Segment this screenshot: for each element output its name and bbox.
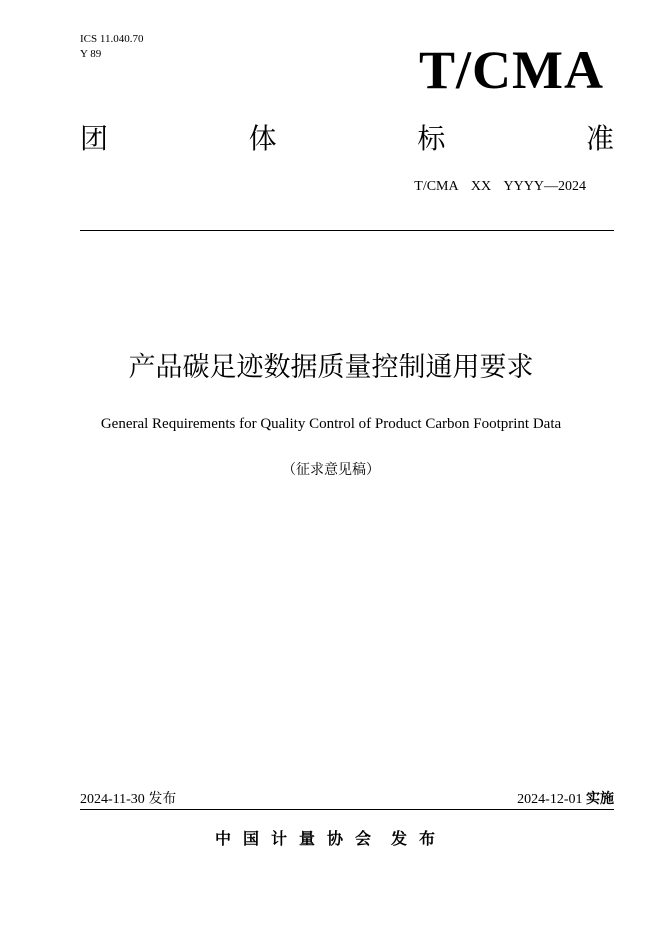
implement-date-line: [517, 790, 614, 809]
ccs-code: Y 89: [80, 48, 102, 60]
publish-date: 2024-11-30: [80, 792, 145, 807]
standard-type: [80, 121, 614, 157]
draft-status: （征求意见稿）: [282, 462, 380, 478]
issuer-name: 中国计量协会: [214, 829, 383, 848]
issuer-line: [0, 829, 662, 849]
classification-codes: [80, 32, 143, 62]
publish-label: 发布: [148, 791, 177, 807]
issuer-action: 发布: [391, 829, 448, 848]
standard-type-char: 团: [80, 122, 109, 155]
implement-date: 2024-12-01: [517, 792, 583, 807]
standard-number: T/CMA XX YYYY—2024: [414, 179, 586, 194]
standard-type-char: 体: [248, 122, 277, 155]
title-english: General Requirements for Quality Control of Product Carbon Footprint Data: [100, 416, 562, 432]
header-divider: [80, 230, 614, 231]
footer-divider: [80, 809, 614, 810]
standard-type-char: 准: [585, 122, 614, 155]
title-chinese: 产品碳足迹数据质量控制通用要求: [128, 352, 534, 383]
implement-label: 实施: [586, 791, 614, 807]
publish-date-line: [80, 790, 176, 809]
ics-code: ICS 11.040.70: [80, 33, 144, 45]
standard-type-char: 标: [417, 122, 446, 155]
tcma-logo: T/CMA: [419, 40, 604, 100]
